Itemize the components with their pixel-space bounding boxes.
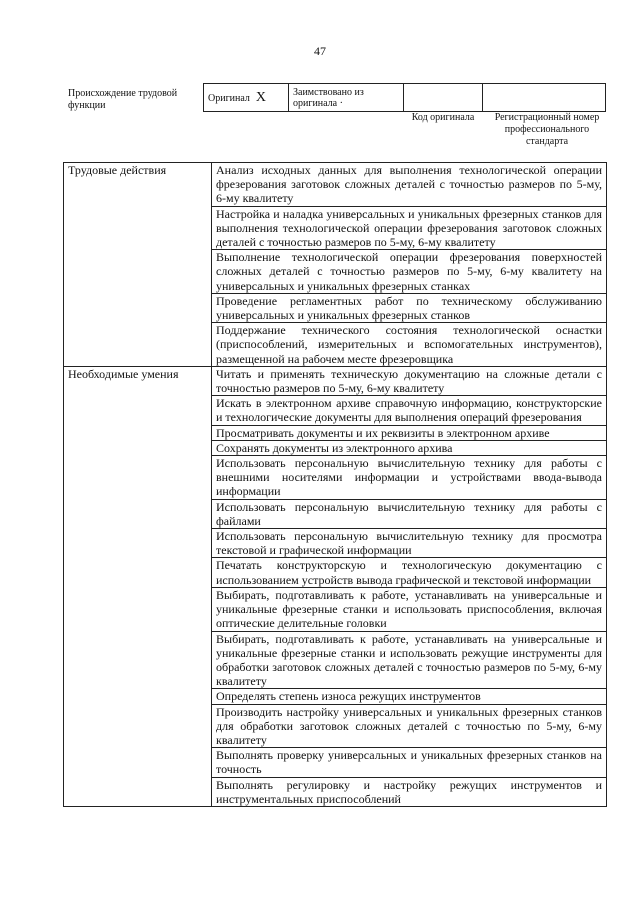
original-code-cell <box>404 84 483 112</box>
section-item: Использовать персональную вычислительную технику для просмотра текстовой и графической информации <box>212 529 607 558</box>
section-item: Выполнять проверку универсальных и уникальных фрезерных станков на точность <box>212 748 607 777</box>
original-mark: X <box>255 89 267 105</box>
section-item: Определять степень износа режущих инструментов <box>212 689 607 704</box>
registration-number-cell <box>483 84 606 112</box>
section-item: Поддержание технического состояния технологической оснастки (приспособлений, измерительных и вспомогательных инструментов), размещенной на рабочем месте фрезеровщика <box>212 323 607 367</box>
table-row <box>64 163 607 207</box>
section-item: Искать в электронном архиве справочную информацию, конструкторские и технологические документы для выполнения операций фрезерования <box>212 396 607 425</box>
borrowed-cell <box>289 84 404 112</box>
registration-caption: Регистрационный номер профессионального стандарта <box>494 112 600 147</box>
section-heading: Необходимые умения <box>64 366 212 806</box>
section-item: Просматривать документы и их реквизиты в электронном архиве <box>212 425 607 440</box>
section-item: Использовать персональную вычислительную технику для работы с файлами <box>212 499 607 528</box>
section-item: Выполнение технологической операции фрезерования поверхностей сложных деталей с точностью размеров по 5-му, 6-му квалитету на универсальных и уникальных фрезерных станках <box>212 250 607 294</box>
borrowed-label: Заимствовано из оригинала <box>293 86 364 109</box>
page-number: 47 <box>314 44 326 58</box>
section-item: Выбирать, подготавливать к работе, устанавливать на универсальные и уникальные фрезерные станки и использовать приспособления, включая оптические делительные головки <box>212 587 607 631</box>
section-item: Печатать конструкторскую и технологическую документацию с использованием устройств вывода графической и текстовой информации <box>212 558 607 587</box>
section-item: Настройка и наладка универсальных и уникальных фрезерных станков для выполнения технологической операции фрезерования заготовок сложных деталей с точностью размеров по 5-му, 6-му квалитету <box>212 206 607 250</box>
origin-label: Происхождение трудовой функции <box>68 88 178 111</box>
table-row <box>64 366 607 395</box>
original-cell <box>204 84 289 112</box>
functions-table <box>63 162 607 807</box>
section-heading: Трудовые действия <box>64 163 212 367</box>
section-item: Проведение регламентных работ по техническому обслуживанию универсальных и уникальных фрезерных станков <box>212 293 607 322</box>
origin-table <box>203 83 606 112</box>
original-label: Оригинал <box>208 92 250 104</box>
section-item: Выбирать, подготавливать к работе, устанавливать на универсальные и уникальные фрезерные станки и использовать режущие инструменты для обработки заготовок сложных деталей с точностью размеров по 5-му, 6-му квалитету <box>212 631 607 689</box>
borrowed-dot: · <box>339 97 343 109</box>
section-item: Производить настройку универсальных и уникальных фрезерных станков для обработки заготовок сложных деталей с точностью по 5-му, 6-му квалитету <box>212 704 607 748</box>
section-item: Выполнять регулировку и настройку режущих инструментов и инструментальных приспособлений <box>212 777 607 806</box>
code-caption: Код оригинала <box>411 112 475 123</box>
section-item: Использовать персональную вычислительную технику для работы с внешними носителями информации и устройствами ввода-вывода информации <box>212 456 607 500</box>
section-item: Анализ исходных данных для выполнения технологической операции фрезерования заготовок сложных деталей с точностью размеров по 5-му, 6-му квалитету <box>212 163 607 207</box>
section-item: Сохранять документы из электронного архива <box>212 440 607 455</box>
section-item: Читать и применять техническую документацию на сложные детали с точностью размеров по 5-му, 6-му квалитету <box>212 366 607 395</box>
